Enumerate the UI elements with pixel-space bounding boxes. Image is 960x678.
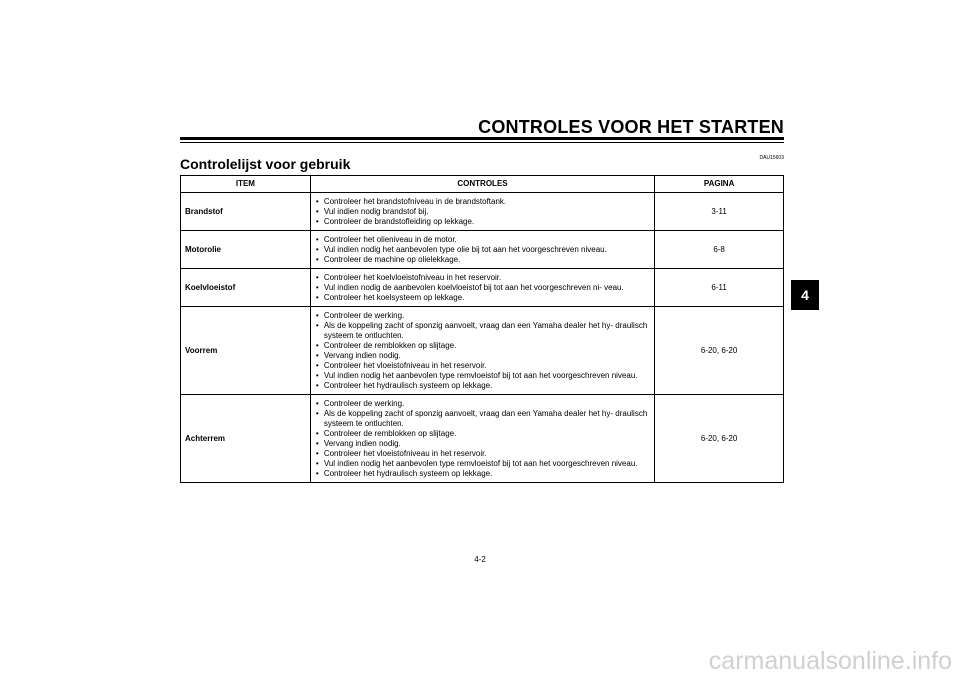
check-item: • Controleer het hydraulisch systeem op lekkage. <box>315 381 650 391</box>
page-cell: 6-11 <box>655 269 784 307</box>
check-item: • Vul indien nodig het aanbevolen type remvloeistof bij tot aan het voorgeschreven niveau. <box>315 371 650 381</box>
check-item: • Vul indien nodig het aanbevolen type olie bij tot aan het voorgeschreven niveau. <box>315 245 650 255</box>
table-row <box>181 231 784 269</box>
column-header-page: PAGINA <box>655 176 784 193</box>
column-header-checks: CONTROLES <box>310 176 654 193</box>
table-row <box>181 193 784 231</box>
check-item: • Controleer de machine op olielekkage. <box>315 255 650 265</box>
check-item: • Als de koppeling zacht of sponzig aanvoelt, vraag dan een Yamaha dealer het hy- draulisch systeem te ontluchten. <box>315 321 650 341</box>
table-header-row <box>181 176 784 193</box>
check-item: • Controleer de remblokken op slijtage. <box>315 341 650 351</box>
header-rule-thick <box>180 137 784 140</box>
page-cell: 6-20, 6-20 <box>655 307 784 395</box>
chapter-tab: 4 <box>791 280 819 310</box>
table-row <box>181 269 784 307</box>
check-item: • Vul indien nodig het aanbevolen type remvloeistof bij tot aan het voorgeschreven niveau. <box>315 459 650 469</box>
check-item: • Vervang indien nodig. <box>315 351 650 361</box>
table-row <box>181 307 784 395</box>
item-cell: Motorolie <box>181 231 311 269</box>
check-item: • Controleer de werking. <box>315 399 650 409</box>
check-item: • Controleer het olieniveau in de motor. <box>315 235 650 245</box>
checks-cell <box>310 395 654 483</box>
checks-list <box>315 311 650 391</box>
checks-list <box>315 273 650 303</box>
item-cell: Brandstof <box>181 193 311 231</box>
section-title: Controlelijst voor gebruik <box>180 156 351 172</box>
checks-cell <box>310 193 654 231</box>
check-item: • Controleer het hydraulisch systeem op lekkage. <box>315 469 650 479</box>
check-item: • Vul indien nodig brandstof bij. <box>315 207 650 217</box>
table-row <box>181 395 784 483</box>
checks-list <box>315 197 650 227</box>
page-cell: 3-11 <box>655 193 784 231</box>
column-header-item: ITEM <box>181 176 311 193</box>
check-item: • Vervang indien nodig. <box>315 439 650 449</box>
check-item: • Controleer het koelsysteem op lekkage. <box>315 293 650 303</box>
check-item: • Controleer het brandstofniveau in de brandstoftank. <box>315 197 650 207</box>
page-cell: 6-8 <box>655 231 784 269</box>
check-item: • Vul indien nodig de aanbevolen koelvloeistof bij tot aan het voorgeschreven ni- veau. <box>315 283 650 293</box>
watermark: carmanualsonline.info <box>708 647 952 675</box>
page-cell: 6-20, 6-20 <box>655 395 784 483</box>
checks-cell <box>310 269 654 307</box>
item-cell: Achterrem <box>181 395 311 483</box>
checks-list <box>315 235 650 265</box>
check-item: • Controleer het koelvloeistofniveau in het reservoir. <box>315 273 650 283</box>
checks-list <box>315 399 650 479</box>
item-cell: Koelvloeistof <box>181 269 311 307</box>
check-item: • Controleer het vloeistofniveau in het reservoir. <box>315 361 650 371</box>
header-rule-thin <box>180 142 784 143</box>
check-item: • Controleer de remblokken op slijtage. <box>315 429 650 439</box>
page-number: 4-2 <box>474 555 486 564</box>
check-item: • Als de koppeling zacht of sponzig aanvoelt, vraag dan een Yamaha dealer het hy- draulisch systeem te ontluchten. <box>315 409 650 429</box>
reference-code: DAU15603 <box>759 155 784 161</box>
checklist-table <box>180 175 784 483</box>
page-header-title: CONTROLES VOOR HET STARTEN <box>478 117 784 137</box>
checks-cell <box>310 307 654 395</box>
check-item: • Controleer de brandstofleiding op lekkage. <box>315 217 650 227</box>
check-item: • Controleer het vloeistofniveau in het reservoir. <box>315 449 650 459</box>
checks-cell <box>310 231 654 269</box>
item-cell: Voorrem <box>181 307 311 395</box>
check-item: • Controleer de werking. <box>315 311 650 321</box>
